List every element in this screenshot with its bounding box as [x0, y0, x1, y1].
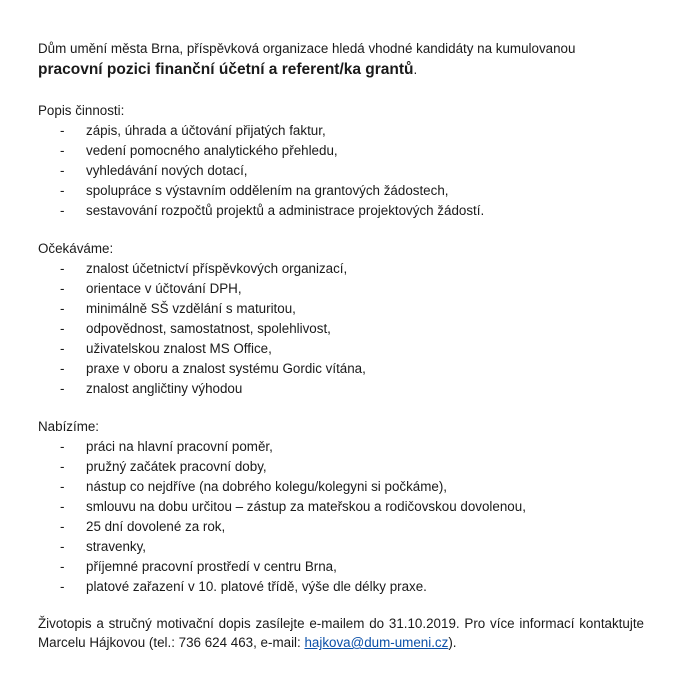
item-list	[38, 259, 644, 398]
list-item-text: zápis, úhrada a účtování přijatých faktur,	[86, 123, 326, 138]
bullet-dash: -	[60, 579, 65, 594]
list-item-text: orientace v účtování DPH,	[86, 281, 242, 296]
list-item-text: stravenky,	[86, 539, 147, 554]
list-item-text: vyhledávání nových dotací,	[86, 163, 248, 178]
intro-paragraph	[38, 39, 644, 82]
list-item-text: uživatelskou znalost MS Office,	[86, 341, 272, 356]
closing-text: Životopis a stručný motivační dopis zasílejte e-mailem do 31.10.2019. Pro více informací kontaktujte Marcelu Hájkovou (tel.: 736 624 463, e-mail:	[38, 616, 644, 650]
list-item	[38, 437, 644, 456]
list-item	[38, 517, 644, 536]
bullet-dash: -	[60, 123, 65, 138]
list-item-text: pružný začátek pracovní doby,	[86, 459, 267, 474]
list-item	[38, 141, 644, 160]
bullet-dash: -	[60, 143, 65, 158]
section	[38, 239, 644, 398]
list-item	[38, 537, 644, 556]
list-item	[38, 181, 644, 200]
list-item	[38, 379, 644, 398]
bullet-dash: -	[60, 439, 65, 454]
list-item-text: smlouvu na dobu určitou – zástup za mateřskou a rodičovskou dovolenou,	[86, 499, 526, 514]
list-item	[38, 121, 644, 140]
bullet-dash: -	[60, 281, 65, 296]
bullet-dash: -	[60, 203, 65, 218]
bullet-dash: -	[60, 559, 65, 574]
bullet-dash: -	[60, 519, 65, 534]
list-item-text: odpovědnost, samostatnost, spolehlivost,	[86, 321, 331, 336]
list-item	[38, 299, 644, 318]
list-item	[38, 577, 644, 596]
bullet-dash: -	[60, 321, 65, 336]
list-item	[38, 457, 644, 476]
section-heading: Očekáváme:	[38, 241, 114, 256]
bullet-dash: -	[60, 459, 65, 474]
list-item	[38, 359, 644, 378]
bullet-dash: -	[60, 539, 65, 554]
bullet-dash: -	[60, 183, 65, 198]
list-item-text: práci na hlavní pracovní poměr,	[86, 439, 273, 454]
list-item	[38, 319, 644, 338]
sections-container	[38, 101, 644, 596]
item-list	[38, 121, 644, 220]
list-item-text: znalost účetnictví příspěvkových organizací,	[86, 261, 348, 276]
section	[38, 417, 644, 596]
bullet-dash: -	[60, 499, 65, 514]
list-item-text: znalost angličtiny výhodou	[86, 381, 243, 396]
list-item	[38, 339, 644, 358]
list-item-text: praxe v oboru a znalost systému Gordic vítána,	[86, 361, 366, 376]
list-item-text: platové zařazení v 10. platové třídě, výše dle délky praxe.	[86, 579, 427, 594]
bullet-dash: -	[60, 479, 65, 494]
item-list	[38, 437, 644, 596]
bullet-dash: -	[60, 261, 65, 276]
closing-paragraph	[38, 614, 644, 652]
list-item	[38, 497, 644, 516]
list-item-text: příjemné pracovní prostředí v centru Brna,	[86, 559, 337, 574]
list-item	[38, 477, 644, 496]
bullet-dash: -	[60, 163, 65, 178]
list-item-text: nástup co nejdříve (na dobrého kolegu/kolegyni si počkáme),	[86, 479, 448, 494]
closing-suffix: ).	[448, 635, 457, 650]
list-item	[38, 259, 644, 278]
list-item-text: minimálně SŠ vzdělání s maturitou,	[86, 301, 296, 316]
list-item	[38, 557, 644, 576]
intro-text: Dům umění města Brna, příspěvková organizace hledá vhodné kandidáty na kumulovanou	[38, 41, 576, 56]
bullet-dash: -	[60, 341, 65, 356]
email-link[interactable]: hajkova@dum-umeni.cz	[304, 635, 449, 650]
list-item	[38, 161, 644, 180]
section	[38, 101, 644, 220]
list-item-text: vedení pomocného analytického přehledu,	[86, 143, 338, 158]
section-heading: Nabízíme:	[38, 419, 100, 434]
title-suffix: .	[413, 62, 418, 77]
list-item-text: sestavování rozpočtů projektů a administrace projektových žádostí.	[86, 203, 485, 218]
section-heading: Popis činnosti:	[38, 103, 125, 118]
position-title: pracovní pozici finanční účetní a referent/ka grantů	[38, 61, 414, 78]
bullet-dash: -	[60, 381, 65, 396]
bullet-dash: -	[60, 361, 65, 376]
list-item	[38, 279, 644, 298]
list-item-text: spolupráce s výstavním oddělením na grantových žádostech,	[86, 183, 449, 198]
list-item	[38, 201, 644, 220]
bullet-dash: -	[60, 301, 65, 316]
list-item-text: 25 dní dovolené za rok,	[86, 519, 226, 534]
